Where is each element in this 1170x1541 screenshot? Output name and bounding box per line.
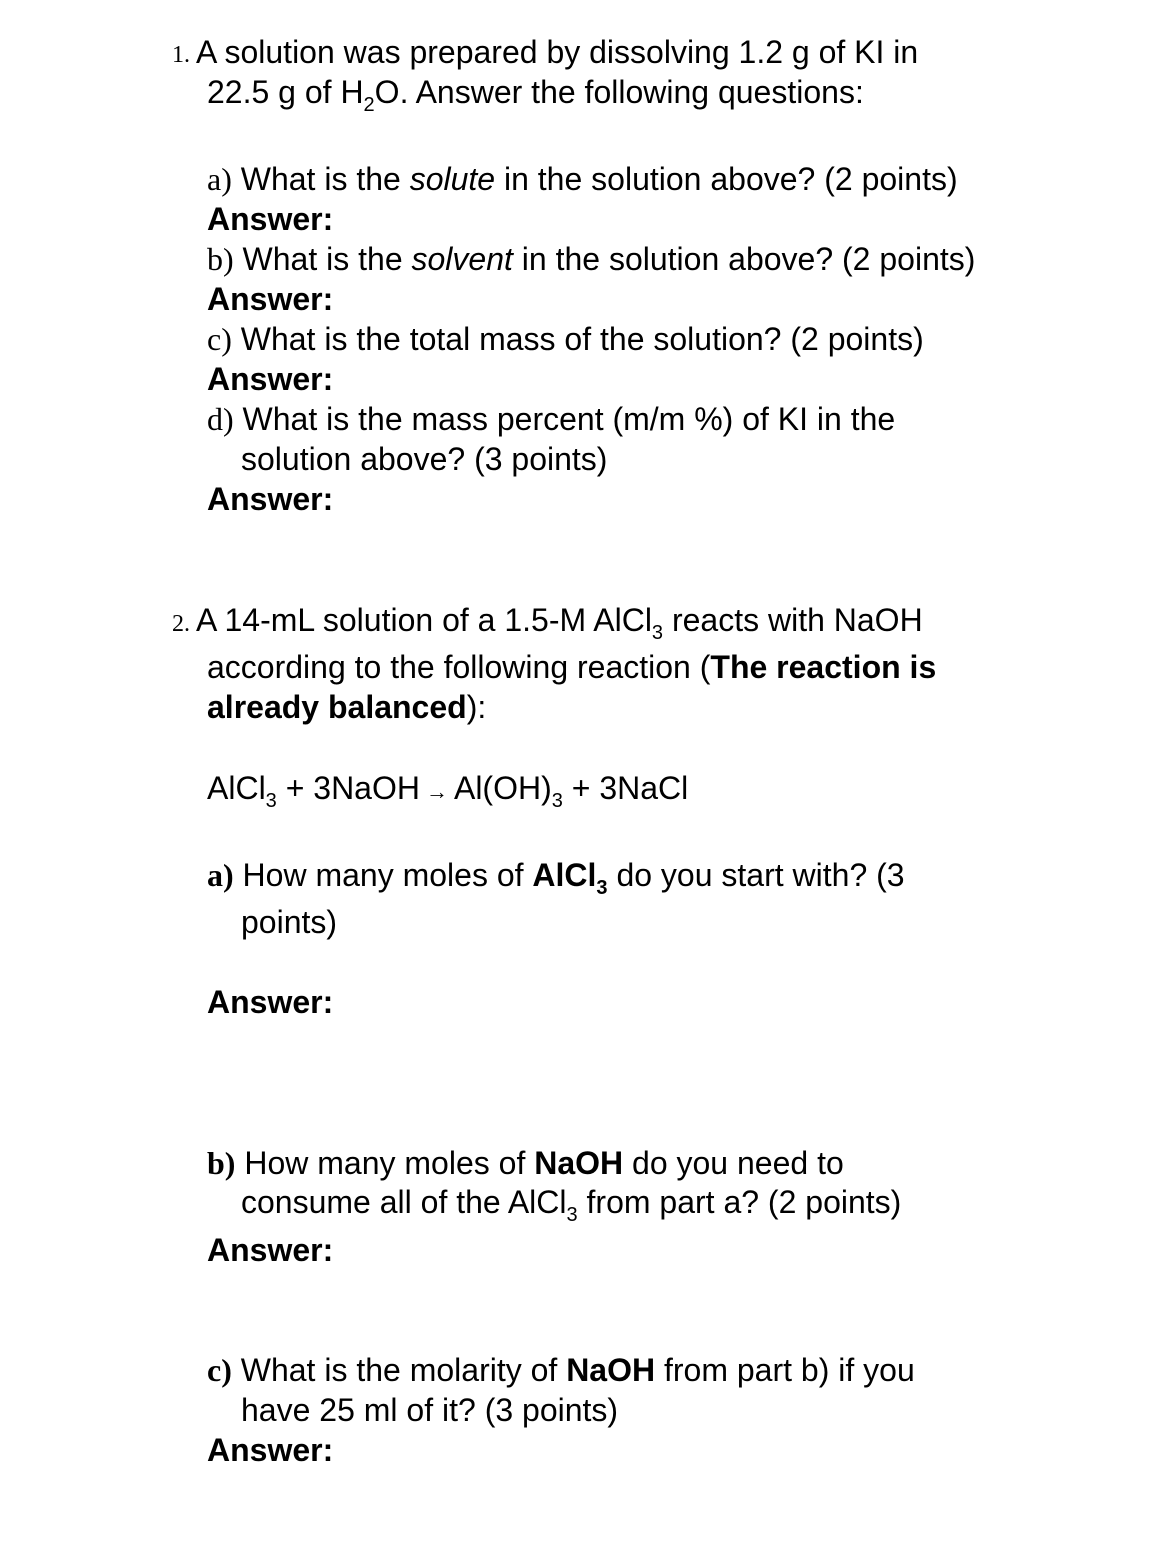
q2c-answer-label: Answer: — [207, 1432, 334, 1468]
q1c-question: c) What is the total mass of the solution? (2 points) — [207, 321, 924, 357]
q2a-answer-label: Answer: — [207, 984, 334, 1020]
q2a-question-line1: a) How many moles of AlCl$_3$ do you start with? (3 — [207, 857, 905, 899]
reaction-equation: AlCl$_3$ + 3NaOH → $Al(OH)_3$ + 3NaCl — [207, 770, 689, 812]
q2b-question-line2: consume all of the AlCl$_3$ from part a? (2 points) — [241, 1184, 902, 1226]
q1-stem-line1: A solution was prepared by dissolving 1.2 g of KI in — [196, 34, 919, 70]
q1a-answer-label: Answer: — [207, 201, 334, 237]
q2-stem-line1: A 14-mL solution of a 1.5-M AlCl$_3$ reacts with NaOH — [196, 602, 923, 644]
q1d-question-line1: d) What is the mass percent (m/m %) of KI in the — [207, 401, 896, 437]
q2b-question-line1: b) How many moles of NaOH do you need to — [207, 1145, 844, 1181]
q1-stem-line2: 22.5 g of $H_2O$. Answer the following questions: — [207, 74, 864, 116]
reaction-arrow-icon: → — [425, 779, 448, 804]
q2a-question-line2: points) — [241, 904, 338, 940]
q1a-question: a) What is the solute in the solution above? (2 points) — [207, 161, 958, 197]
q1d-answer-label: Answer: — [207, 481, 334, 517]
q2-stem-line2: according to the following reaction (The reaction is — [207, 649, 937, 685]
q1b-question: b) What is the solvent in the solution above? (2 points) — [207, 241, 976, 277]
q2b-answer-label: Answer: — [207, 1232, 334, 1268]
q1-number: 1. — [172, 42, 190, 68]
q2c-question-line2: have 25 ml of it? (3 points) — [241, 1392, 619, 1428]
q1b-answer-label: Answer: — [207, 281, 334, 317]
q1c-answer-label: Answer: — [207, 361, 334, 397]
q1d-question-line2: solution above? (3 points) — [241, 441, 608, 477]
q2-number: 2. — [172, 611, 190, 637]
q2c-question-line1: c) What is the molarity of NaOH from part b) if you — [207, 1352, 915, 1388]
q2-stem-line3: already balanced): — [207, 689, 487, 725]
